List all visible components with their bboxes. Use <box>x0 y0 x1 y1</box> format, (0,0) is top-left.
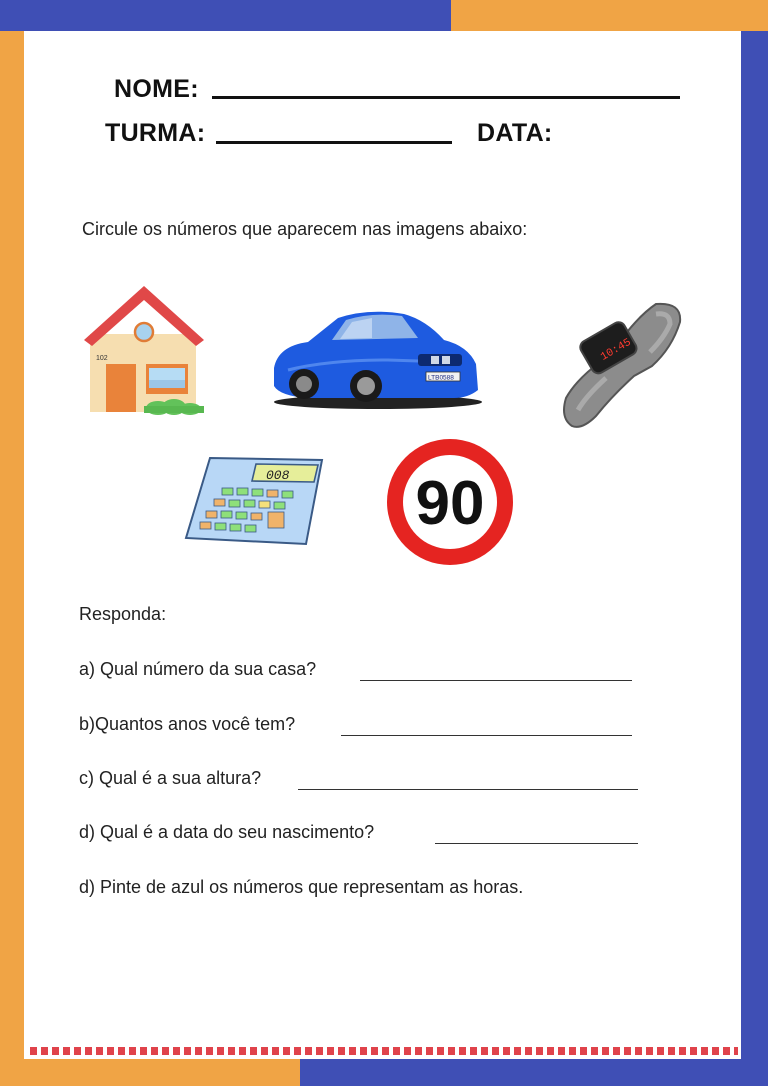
nome-line[interactable] <box>212 96 680 99</box>
answer-line-c[interactable] <box>298 789 638 790</box>
question-b: b)Quantos anos você tem? <box>79 714 296 734</box>
calculator-icon[interactable] <box>182 454 328 548</box>
answer-line-b[interactable] <box>341 735 632 736</box>
turma-line[interactable] <box>216 141 452 144</box>
speed-limit-sign-icon[interactable] <box>385 437 515 567</box>
instruction-text: Circule os números que aparecem nas imagens abaixo: <box>82 219 528 239</box>
answer-line-a[interactable] <box>360 680 632 681</box>
frame-top-blue <box>0 0 451 31</box>
frame-bottom-blue <box>300 1059 768 1086</box>
frame-top-orange <box>451 0 768 31</box>
nome-label: NOME: <box>114 75 199 103</box>
answer-line-d[interactable] <box>435 843 638 844</box>
data-label: DATA: <box>477 119 553 147</box>
turma-label: TURMA: <box>105 119 206 147</box>
dashed-border <box>30 1047 738 1055</box>
frame-right-blue <box>741 31 768 1086</box>
question-c: c) Qual é a sua altura? <box>79 768 262 788</box>
house-icon[interactable] <box>78 276 210 418</box>
questions-title: Responda: <box>79 604 167 624</box>
speed-number: 90 <box>415 469 485 538</box>
question-d: d) Qual é a data do seu nascimento? <box>79 822 375 842</box>
question-a: a) Qual número da sua casa? <box>79 659 317 679</box>
frame-bottom-orange <box>0 1059 300 1086</box>
car-icon[interactable] <box>268 306 482 410</box>
house-number: 102 <box>96 355 108 362</box>
frame-left-orange <box>0 31 24 1059</box>
watch-icon[interactable] <box>560 298 684 432</box>
question-e: d) Pinte de azul os números que representam as horas. <box>79 877 524 897</box>
calculator-display: 008 <box>266 468 290 483</box>
car-plate: LTB0588 <box>428 374 454 382</box>
watch-display: 10:45 <box>598 336 634 364</box>
